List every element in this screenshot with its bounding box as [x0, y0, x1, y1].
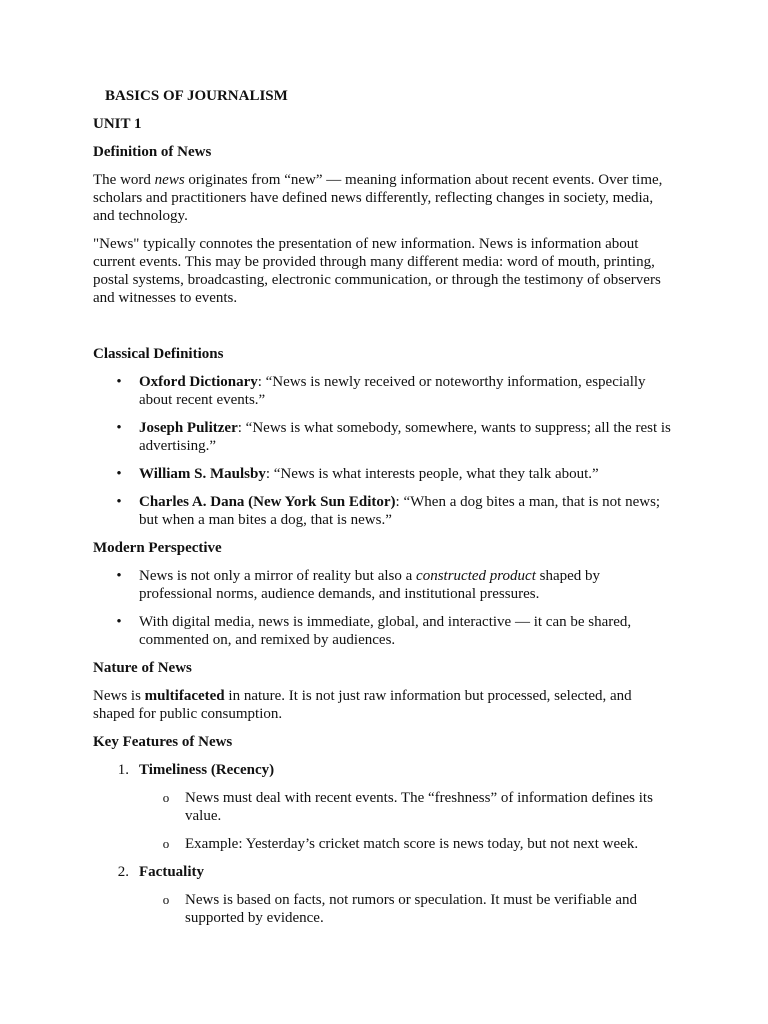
- bullet-marker: •: [116, 374, 122, 390]
- bullet-marker: •: [116, 614, 122, 630]
- feature-sub-item: [162, 835, 676, 853]
- para1-text-start: The word: [93, 172, 155, 188]
- modern-item-text-end: shaped by professional norms, audience demands, and institutional pressures.: [139, 568, 601, 602]
- nature-paragraph: [93, 687, 676, 723]
- classical-item: [116, 465, 676, 483]
- feature-item: [117, 863, 676, 881]
- feature-sub-text: News must deal with recent events. The “freshness” of information defines its value.: [185, 790, 653, 824]
- definition-paragraph-2: "News" typically connotes the presentation of new information. News is information about current events. This may be provided through many different media: word of mouth, printing, postal systems, broadcasting, electronic communication, or through the testimony of observers and witnesses to events.: [93, 236, 661, 306]
- modern-item: [116, 567, 676, 603]
- bullet-marker: •: [116, 494, 122, 510]
- classical-item-source: William S. Maulsby: [139, 466, 266, 482]
- definition-heading: Definition of News: [93, 144, 212, 160]
- classical-item-text: : “When a dog bites a man, that is not news; but when a man bites a dog, that is news.”: [139, 494, 661, 528]
- sub-bullet-marker: o: [162, 836, 170, 851]
- classical-item-source: Joseph Pulitzer: [139, 420, 238, 436]
- modern-item-text-start: News is not only a mirror of reality but also a: [139, 568, 417, 584]
- sub-bullet-marker: o: [162, 892, 170, 907]
- feature-label: Timeliness (Recency): [139, 762, 275, 778]
- modern-item-emphasis: constructed product: [416, 568, 536, 584]
- feature-sub-text: Example: Yesterday’s cricket match score is news today, but not next week.: [185, 836, 639, 852]
- list-number: 2.: [117, 864, 129, 880]
- modern-heading: Modern Perspective: [93, 540, 222, 556]
- feature-label: Factuality: [139, 864, 204, 880]
- nature-heading: Nature of News: [93, 660, 192, 676]
- document-title: BASICS OF JOURNALISM: [105, 88, 288, 104]
- classical-item: [116, 373, 676, 409]
- modern-item-text: With digital media, news is immediate, global, and interactive — it can be shared, commented on, and remixed by audiences.: [139, 614, 632, 648]
- feature-sub-item: [162, 789, 676, 825]
- nature-strong: multifaceted: [144, 688, 225, 704]
- features-heading: Key Features of News: [93, 734, 233, 750]
- nature-text-end: in nature. It is not just raw information but processed, selected, and shaped for public consumption.: [93, 688, 632, 722]
- classical-item-source: Charles A. Dana (New York Sun Editor): [139, 494, 396, 510]
- unit-label: UNIT 1: [93, 116, 142, 132]
- feature-sub-text: News is based on facts, not rumors or speculation. It must be verifiable and supported by evidence.: [185, 892, 637, 926]
- list-number: 1.: [117, 762, 129, 778]
- classical-item-text: : “News is what interests people, what they talk about.”: [265, 466, 599, 482]
- bullet-marker: •: [116, 420, 122, 436]
- definition-paragraph-1: [93, 171, 676, 225]
- classical-item-source: Oxford Dictionary: [139, 374, 258, 390]
- bullet-marker: •: [116, 568, 122, 584]
- classical-item-text: : “News is newly received or noteworthy information, especially about recent events.”: [139, 374, 646, 408]
- classical-item: [116, 419, 676, 455]
- para1-text-end: originates from “new” — meaning information about recent events. Over time, scholars and practitioners have defined news differently, reflecting changes in society, media, and technology.: [93, 172, 663, 224]
- nature-text-start: News is: [93, 688, 145, 704]
- modern-item: [116, 613, 676, 649]
- classical-item-text: : “News is what somebody, somewhere, wants to suppress; all the rest is advertising.”: [139, 420, 671, 454]
- bullet-marker: •: [116, 466, 122, 482]
- classical-heading: Classical Definitions: [93, 346, 224, 362]
- feature-item: [117, 761, 676, 779]
- sub-bullet-marker: o: [162, 790, 170, 805]
- classical-item: [116, 493, 676, 529]
- para1-emphasis: news: [154, 172, 185, 188]
- feature-sub-item: [162, 891, 676, 927]
